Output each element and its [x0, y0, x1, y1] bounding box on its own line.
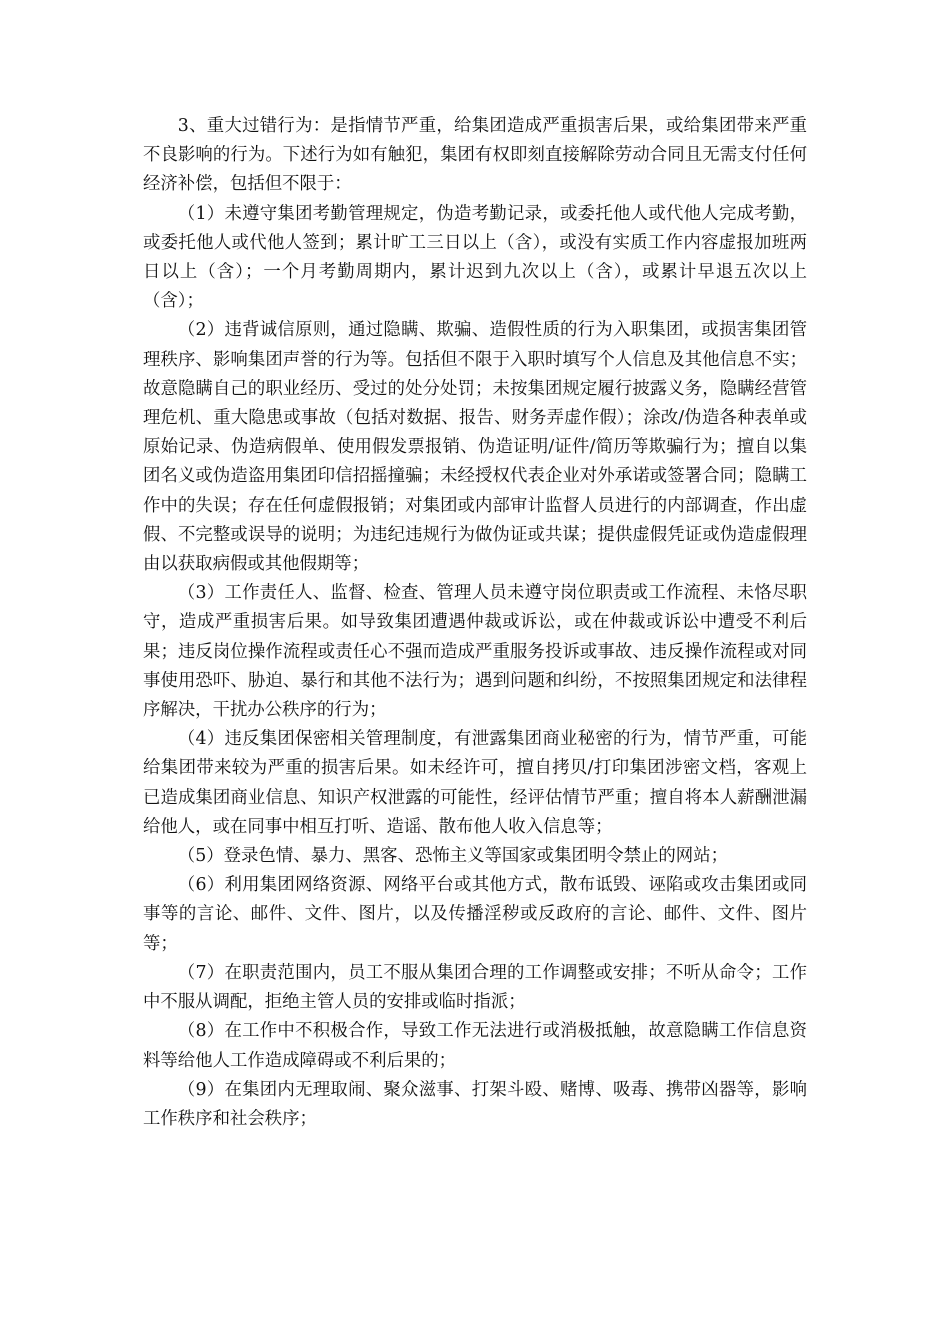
- paragraph-item-1-attendance: （1）未遵守集团考勤管理规定，伪造考勤记录，或委托他人或代他人完成考勤，或委托他人或代他人签到；累计旷工三日以上（含），或没有实质工作内容虚报加班两日以上（含）；一个月考勤周期内，累计迟到九次以上（含），或累计早退五次以上（含）；: [143, 203, 807, 312]
- paragraph-item-3-duty: （3）工作责任人、监督、检查、管理人员未遵守岗位职责或工作流程、未恪尽职守，造成严重损害后果。如导致集团遭遇仲裁或诉讼，或在仲裁或诉讼中遭受不利后果；违反岗位操作流程或责任心不强而造成严重服务投诉或事故、违反操作流程或对同事使用恐吓、胁迫、暴行和其他不法行为；遇到问题和纠纷，不按照集团规定和法律程序解决，干扰办公秩序的行为；: [143, 583, 807, 721]
- paragraph-item-8-cooperation: （8）在工作中不积极合作，导致工作无法进行或消极抵触，故意隐瞒工作信息资料等给他人工作造成障碍或不利后果的；: [143, 1021, 807, 1071]
- document-body: [143, 112, 807, 1134]
- paragraph-item-6-network: （6）利用集团网络资源、网络平台或其他方式，散布诋毁、诬陷或攻击集团或同事等的言论、邮件、文件、图片，以及传播淫秽或反政府的言论、邮件、文件、图片等；: [143, 875, 807, 954]
- paragraph-item-9-disorder: （9）在集团内无理取闹、聚众滋事、打架斗殴、赌博、吸毒、携带凶器等，影响工作秩序和社会秩序；: [143, 1079, 807, 1129]
- paragraph-item-2-integrity: （2）违背诚信原则，通过隐瞒、欺骗、造假性质的行为入职集团，或损害集团管理秩序、影响集团声誉的行为等。包括但不限于入职时填写个人信息及其他信息不实；故意隐瞒自己的职业经历、受过的处分处罚；未按集团规定履行披露义务，隐瞒经营管理危机、重大隐患或事故（包括对数据、报告、财务弄虚作假）；涂改/伪造各种表单或原始记录、伪造病假单、使用假发票报销、伪造证明/证件/简历等欺骗行为；擅自以集团名义或伪造盗用集团印信招摇撞骗；未经授权代表企业对外承诺或签署合同；隐瞒工作中的失误；存在任何虚假报销；对集团或内部审计监督人员进行的内部调查，作出虚假、不完整或误导的说明；为违纪违规行为做伪证或共谋；提供虚假凭证或伪造虚假理由以获取病假或其他假期等；: [143, 320, 807, 575]
- paragraph-item-4-confidentiality: （4）违反集团保密相关管理制度，有泄露集团商业秘密的行为，情节严重，可能给集团带来较为严重的损害后果。如未经许可，擅自拷贝/打印集团涉密文档，客观上已造成集团商业信息、知识产权泄露的可能性，经评估情节严重；擅自将本人薪酬泄漏给他人，或在同事中相互打听、造谣、散布他人收入信息等；: [143, 729, 807, 837]
- paragraph-item-5-websites: （5）登录色情、暴力、黑客、恐怖主义等国家或集团明令禁止的网站；: [177, 846, 728, 867]
- paragraph-item-7-obedience: （7）在职责范围内，员工不服从集团合理的工作调整或安排；不听从命令；工作中不服从调配，拒绝主管人员的安排或临时指派；: [143, 962, 807, 1013]
- paragraph-major-misconduct: 3、重大过错行为：是指情节严重，给集团造成严重损害后果，或给集团带来严重不良影响的行为。下述行为如有触犯，集团有权即刻直接解除劳动合同且无需支付任何经济补偿，包括但不限于：: [143, 116, 807, 195]
